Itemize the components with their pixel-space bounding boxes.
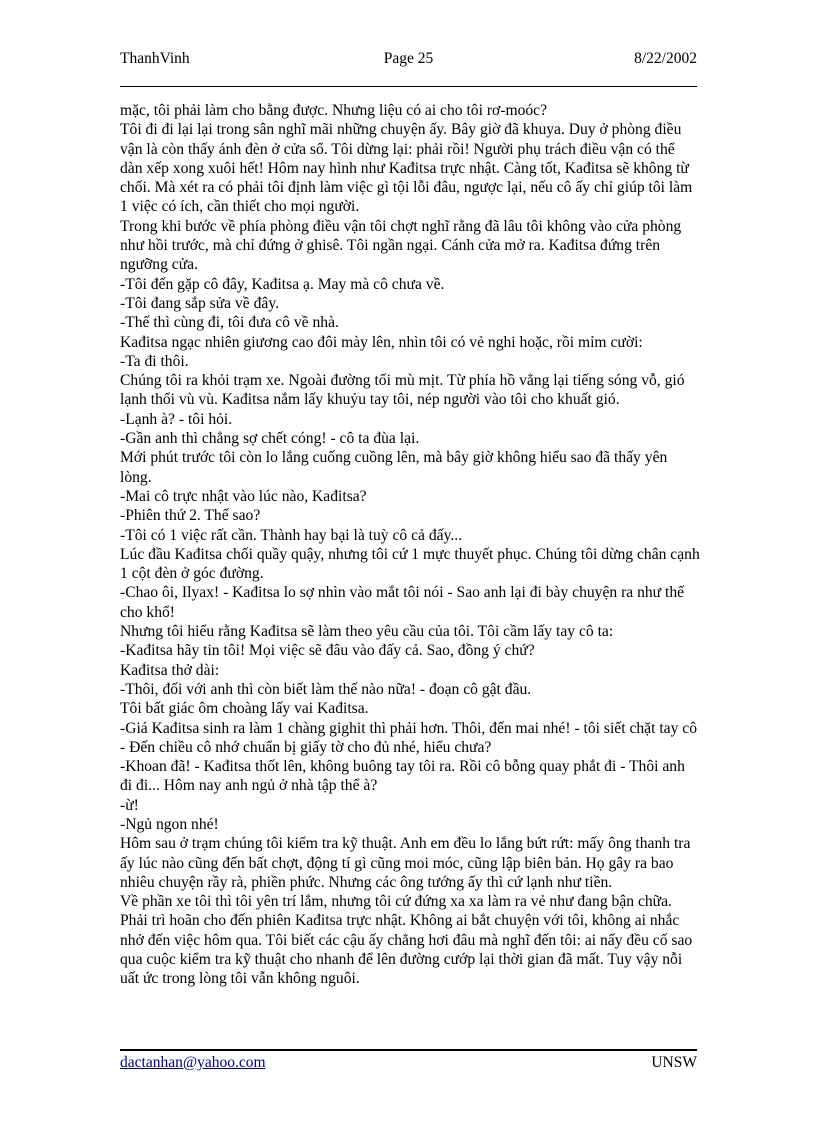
paragraph: -Thế thì cùng đi, tôi đưa cô về nhà. [120, 314, 339, 332]
paragraph: Kađitsa thở dài: [120, 661, 220, 679]
paragraph: Hôm sau ở trạm chúng tôi kiểm tra kỹ thuật. Anh em đều lo lắng bứt rứt: mấy ông thanh tra ấy lúc nào cũng đến bất chợt, động tí gì cũng moi móc, cũng lập biên bản. Họ gây ra bao nhiêu chuyện rầy rà, phiền phức. Nhưng các ông tướng ấy thì cứ lạnh như tiền. [120, 835, 691, 891]
header-divider [120, 86, 697, 87]
header-date: 8/22/2002 [634, 50, 697, 67]
paragraph: -Ngủ ngon nhé! [120, 815, 219, 833]
footer-divider [120, 1049, 697, 1051]
header-author: ThanhVinh [120, 50, 190, 67]
paragraph: -Ta đi thôi. [120, 352, 189, 370]
paragraph: -Tôi có 1 việc rất cần. Thành hay bại là tuỳ cô cả đấy... [120, 526, 463, 544]
paragraph: -Kađitsa hãy tin tôi! Mọi việc sẽ đâu vào đấy cả. Sao, đồng ý chứ? [120, 642, 535, 660]
paragraph: Trong khi bước về phía phòng điều vận tôi chợt nghĩ rằng đã lâu tôi không vào cửa phòng như hồi trước, mà chỉ đứng ở ghisê. Tôi ngần ngại. Cánh cửa mở ra. Kađitsa đứng trên ngưỡng cửa. [120, 217, 682, 274]
paragraph: Chúng tôi ra khỏi trạm xe. Ngoài đường tối mù mịt. Từ phía hồ vẳng lại tiếng sóng vỗ, gió lạnh thổi vù vù. Kađitsa nắm lấy khuỷu tay tôi, nép người vào tôi cho khuất gió. [120, 372, 685, 409]
paragraph: Kađitsa ngạc nhiên giương cao đôi mày lên, nhìn tôi có vẻ nghi hoặc, rồi mỉm cười: [120, 333, 643, 351]
paragraph: Lúc đầu Kađitsa chối quầy quậy, nhưng tôi cứ 1 mực thuyết phục. Chúng tôi dừng chân cạnh 1 cột đèn ở góc đường. [120, 545, 700, 583]
paragraph: Nhưng tôi hiểu rằng Kađitsa sẽ làm theo yêu cầu của tôi. Tôi cầm lấy tay cô ta: [120, 623, 614, 641]
page-header [120, 50, 697, 72]
paragraph: -Lạnh à? - tôi hỏi. [120, 410, 233, 428]
footer-email-link[interactable]: dactanhan@yahoo.com [120, 1054, 266, 1071]
paragraph: Mới phút trước tôi còn lo lắng cuống cuồng lên, mà bây giờ không hiểu sao đã thấy yên lòng. [120, 449, 668, 486]
paragraph: Tôi bất giác ôm choàng lấy vai Kađitsa. [120, 700, 369, 718]
paragraph: -Chao ôi, Ilyax! - Kađitsa lo sợ nhìn vào mắt tôi nói - Sao anh lại đi bày chuyện ra như thế cho khổ! [120, 584, 685, 621]
paragraph: -Tôi đang sắp sửa về đây. [120, 294, 279, 312]
footer-organization: UNSW [651, 1054, 697, 1071]
header-page-number: Page 25 [383, 50, 434, 67]
paragraph: -Phiên thứ 2. Thế sao? [120, 507, 261, 525]
paragraph: -Tôi đến gặp cô đây, Kađitsa ạ. May mà cô chưa về. [120, 275, 445, 293]
paragraph: Về phần xe tôi thì tôi yên trí lắm, nhưng tôi cứ đứng xa xa làm ra vẻ như đang bận chữa. Phải trì hoãn cho đến phiên Kađitsa trực nhật. Không ai bắt chuyện với tôi, không ai nhắc nhở đến việc hôm qua. Tôi biết các cậu ấy chẳng hơi đâu mà nghĩ đến tôi: ai nấy đều cố sao qua cuộc kiểm tra kỹ thuật cho nhanh để lên đường cướp lại thời gian đã mất. Tuy vậy nỗi uất ức trong lòng tôi vẫn không nguôi. [120, 893, 693, 988]
paragraph: Tôi đi đi lại lại trong sân nghĩ mãi những chuyện ấy. Bây giờ đã khuya. Duy ở phòng điều vận là còn thấy ánh đèn ở cửa sổ. Tôi dừng lại: phải rồi! Người phụ trách điều vận có thể dàn xếp xong xuôi hết! Hôm nay hình như Kađitsa trực nhật. Càng tốt, Kađitsa sẽ không từ chối. Mà xét ra có phải tôi định làm việc gì tội lỗi đâu, ngược lại, nếu cô ấy chỉ giúp tôi làm 1 việc có ích, cần thiết cho mọi người. [120, 121, 693, 216]
paragraph: -Giá Kađitsa sinh ra làm 1 chàng gighit thì phải hơn. Thôi, đến mai nhé! - tôi siết chặt tay cô - Đến chiều cô nhớ chuẩn bị giấy tờ cho đủ nhé, hiểu chưa? [120, 719, 697, 756]
document-body [120, 101, 700, 989]
paragraph: -Mai cô trực nhật vào lúc nào, Kađitsa? [120, 487, 367, 505]
paragraph: -Gần anh thì chẳng sợ chết cóng! - cô ta đùa lại. [120, 430, 420, 448]
paragraph: -Thôi, đối với anh thì còn biết làm thế nào nữa! - đoạn cô gật đầu. [120, 680, 532, 698]
paragraph: mặc, tôi phải làm cho bằng được. Nhưng liệu có ai cho tôi rơ-moóc? [120, 102, 548, 119]
paragraph: -Khoan đã! - Kađitsa thốt lên, không buông tay tôi ra. Rồi cô bỗng quay phắt đi - Thôi anh đi đi... Hôm nay anh ngủ ở nhà tập thể à? [120, 758, 685, 795]
paragraph: -ừ! [120, 796, 139, 814]
